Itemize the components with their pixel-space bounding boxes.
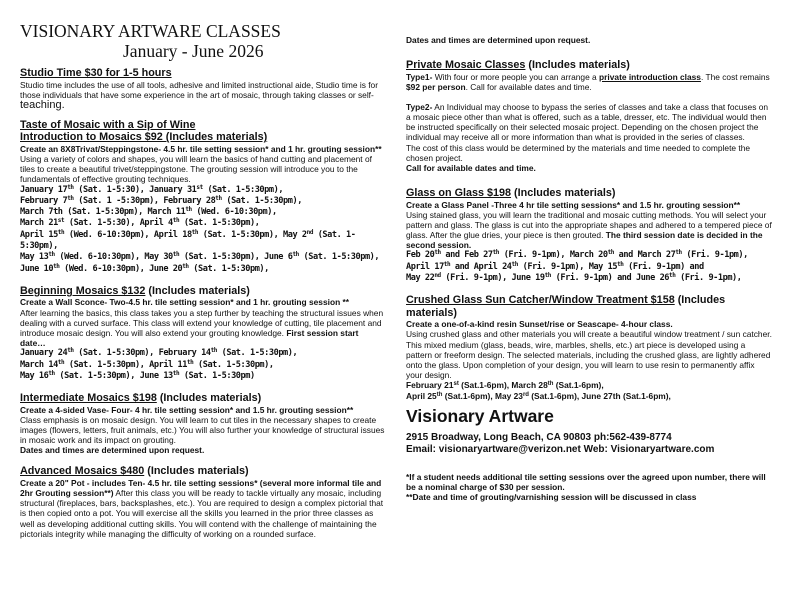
intermediate-heading: Intermediate Mosaics $198 (Includes materials) (20, 392, 262, 405)
footnote-1: *If a student needs additional tile setting sessions over the agreed upon number, there will be a nominal charge of $30 per session. (406, 471, 766, 492)
taste-create: Create an 8X8Trivat/Steppingstone- 4.5 hr. tile setting session* and 1 hr. grouting session** (20, 143, 382, 154)
date-line: January 24th (Sat. 1-5:30pm), February 14th (Sat. 1-5:30pm), (20, 347, 298, 359)
glass-create: Create a Glass Panel -Three 4 hr tile setting sessions* and 1.5 hr. grouting session** (406, 199, 741, 210)
intermediate-create: Create a 4-sided Vase- Four- 4 hr. tile setting session* and 1.5 hr. grouting session** (20, 404, 354, 415)
taste-dates (20, 185, 385, 275)
beginning-create: Create a Wall Sconce- Two-4.5 hr. tile setting session* and 1 hr. grouting session ** (20, 297, 350, 308)
private-heading: Private Mosaic Classes (Includes materials) (406, 59, 630, 72)
intermediate-note: Dates and times are determined upon request. (20, 445, 205, 456)
private-note: Call for available dates and time. (406, 162, 536, 173)
studio-description-end: teaching. (20, 98, 65, 111)
left-column (20, 0, 385, 539)
right-column (406, 0, 772, 502)
crushed-description-2: This mixed medium (glass, beads, wire, marbles, shells, etc.) art piece is developed using a pattern or freeform design. The selected materials, including the crushed glass, are lightly adhered onto the glass. Upon completion of your design, you will learn to use resin to permanently affix your design. (406, 339, 771, 381)
beginning-section (20, 285, 385, 382)
glass-section (406, 187, 772, 284)
crushed-description: Using crushed glass and other materials you will create a beautiful window treatment / sun catcher. (406, 329, 772, 340)
intro-heading: Introduction to Mosaics $92 (Includes materials) (20, 131, 268, 144)
crushed-heading: Crushed Glass Sun Catcher/Window Treatment $158 (Includes materials) (406, 294, 726, 319)
email-web: Email: visionaryartware@verizon.net Web: Visionaryartware.com (406, 443, 715, 455)
taste-section (20, 119, 385, 275)
date-line: April 25th (Sat.1-6pm), May 23rd (Sat.1-6pm), June 27th (Sat.1-6pm), (406, 391, 671, 402)
crushed-create: Create a one-of-a-kind resin Sunset/rise or Seascape- 4-hour class. (406, 319, 673, 330)
private-cost: The cost of this class would be determined by the materials and time needed to complete the chosen project. (406, 142, 751, 163)
advanced-note: Dates and times are determined upon request. (406, 35, 591, 45)
studio-description: Studio time includes the use of all tools, adhesive and limited instructional aide, Studio time is for those individuals that have some experience in the art of mosaic, through taking classes or self-teaching. (20, 79, 378, 111)
page-subtitle: January - June 2026 (123, 41, 264, 61)
taste-heading: Taste of Mosaic with a Sip of Wine (20, 118, 196, 131)
beginning-description: After learning the basics, this class takes you a step further by teaching the structural issues when dealing with a curved surface. This class will extend your knowledge of cutting, tile placement and introduce mosaic design. You will also extend your grouting knowledge. First session start date… (20, 307, 384, 349)
date-line: February 7th (Sat. 1 -5:30pm), February 28th (Sat. 1-5:30pm), (20, 194, 302, 206)
advanced-create-and-description: Create a 20" Pot - includes Ten- 4.5 hr. tile setting sessions* (several more informal tile and 2hr Grouting session**) After this class you will be ready to tackle virtually any mosaic, including structural (fireplaces, bars, backsplashes, etc.). You are required to design a complex pictorial that is then copied onto a pot. You will exercise all the skills you learned in the prior three classes as well as developing additional cutting skills. You will contend with the challenge of maintaining the pictorials integrity while managing the difficulty of working on a rounded surface. (20, 477, 384, 539)
private-section (406, 59, 772, 173)
crushed-section (406, 294, 772, 403)
intermediate-section (20, 392, 385, 455)
page-title: VISIONARY ARTWARE CLASSES (20, 21, 281, 41)
private-type1: Type1- With four or more people you can arrange a private introduction class. The cost remains $92 per person. Call for available dates and time. (406, 71, 770, 92)
studio-section (20, 67, 385, 110)
date-line: March 14th (Sat. 1-5:30pm), April 11th (Sat. 1-5:30pm), (20, 358, 274, 370)
beginning-dates (20, 348, 385, 382)
intermediate-description: Class emphasis is on mosaic design. You will learn to cut tiles in the necessary shapes to create images (flowers, letters, fruit animals, etc.) You will also further your knowledge of structural issues in mosaic work and its impact on grouting. (20, 414, 385, 446)
crushed-dates (406, 380, 772, 403)
brand-name: Visionary Artware (406, 405, 554, 426)
studio-heading: Studio Time $30 for 1-5 hours (20, 67, 172, 79)
date-line: March 21st (Sat. 1-5:30), April 4th (Sat. 1-5:30pm), (20, 217, 260, 229)
taste-description: Using a variety of colors and shapes, you will learn the basics of hand cutting and placement of tiles to create a beautiful trivet/steppingstone. The grouting session will introduce you to the fundamentals of effective grouting techniques. (20, 154, 372, 185)
date-line: April 15th (Wed. 6-10:30pm), April 18th (Sat. 1-5:30pm), May 2nd (Sat. 1-5:30pm), (20, 228, 356, 252)
glass-description: Using stained glass, you will learn the traditional and mosaic cutting methods. You will select your pattern and glass. The glass is cut into the appropriate shapes and adhered to a tempered piece of glass. After the glue dries, your piece is then grouted. The third session date is decided in the second session. (406, 209, 772, 251)
date-line: March 7th (Sat. 1-5:30pm), March 11th (Wed. 6-10:30pm), (20, 206, 277, 218)
advanced-heading: Advanced Mosaics $480 (Includes materials) (20, 465, 249, 478)
date-line: May 13th (Wed. 6-10:30pm), May 30th (Sat. 1-5:30pm), June 6th (Sat. 1-5:30pm), (20, 251, 380, 263)
date-line: January 17th (Sat. 1-5:30), January 31st (Sat. 1-5:30pm), (20, 183, 284, 195)
date-line: Feb 20th and Feb 27th (Fri. 9-1pm), March 20th and March 27th (Fri. 9-1pm), (406, 249, 748, 261)
private-type2: Type2- An Individual may choose to bypass the series of classes and take a class that focuses on a mosaic piece other than what is offered, such as a table, dresser, etc. The individual would then be instructed specifically on their selected mosaic project. Depending on the chosen project the individual may receive all or more information than what is provided in the series of classes. (406, 101, 769, 143)
footnote-2: **Date and time of grouting/varnishing session will be discussed in class (406, 492, 697, 503)
date-line: May 22nd (Fri. 9-1pm), June 19th (Fri. 9-1pm) and June 26th (Fri. 9-1pm), (406, 271, 742, 283)
beginning-heading: Beginning Mosaics $132 (Includes materials) (20, 284, 250, 297)
glass-heading: Glass on Glass $198 (Includes materials) (406, 187, 616, 200)
date-line: June 10th (Wed. 6-10:30pm), June 20th (Sat. 1-5:30pm), (20, 262, 269, 274)
date-line: April 17th and April 24th (Fri. 9-1pm), May 15th (Fri. 9-1pm) and (406, 260, 704, 272)
date-line: May 16th (Sat. 1-5:30pm), June 13th (Sat. 1-5:30pm) (20, 369, 255, 381)
advanced-section (20, 465, 385, 538)
date-line: February 21st (Sat.1-6pm), March 28th (Sat.1-6pm), (406, 380, 604, 391)
glass-dates (406, 250, 772, 284)
address: 2915 Broadway, Long Beach, CA 90803 ph:562-439-8774 (406, 431, 672, 443)
advanced-description: After this class you will be ready to tackle virtually any mosaic, including structural (fireplaces, bars, backsplashes, etc.). You are required to design a complex pictorial that is then copied onto a pot. You will exercise all the skills you learned in the prior three classes as well as developing additional cutting skills. You will contend with the challenge of maintaining the pictorials integrity while managing the difficulty of working on a rounded surface. (20, 488, 384, 539)
